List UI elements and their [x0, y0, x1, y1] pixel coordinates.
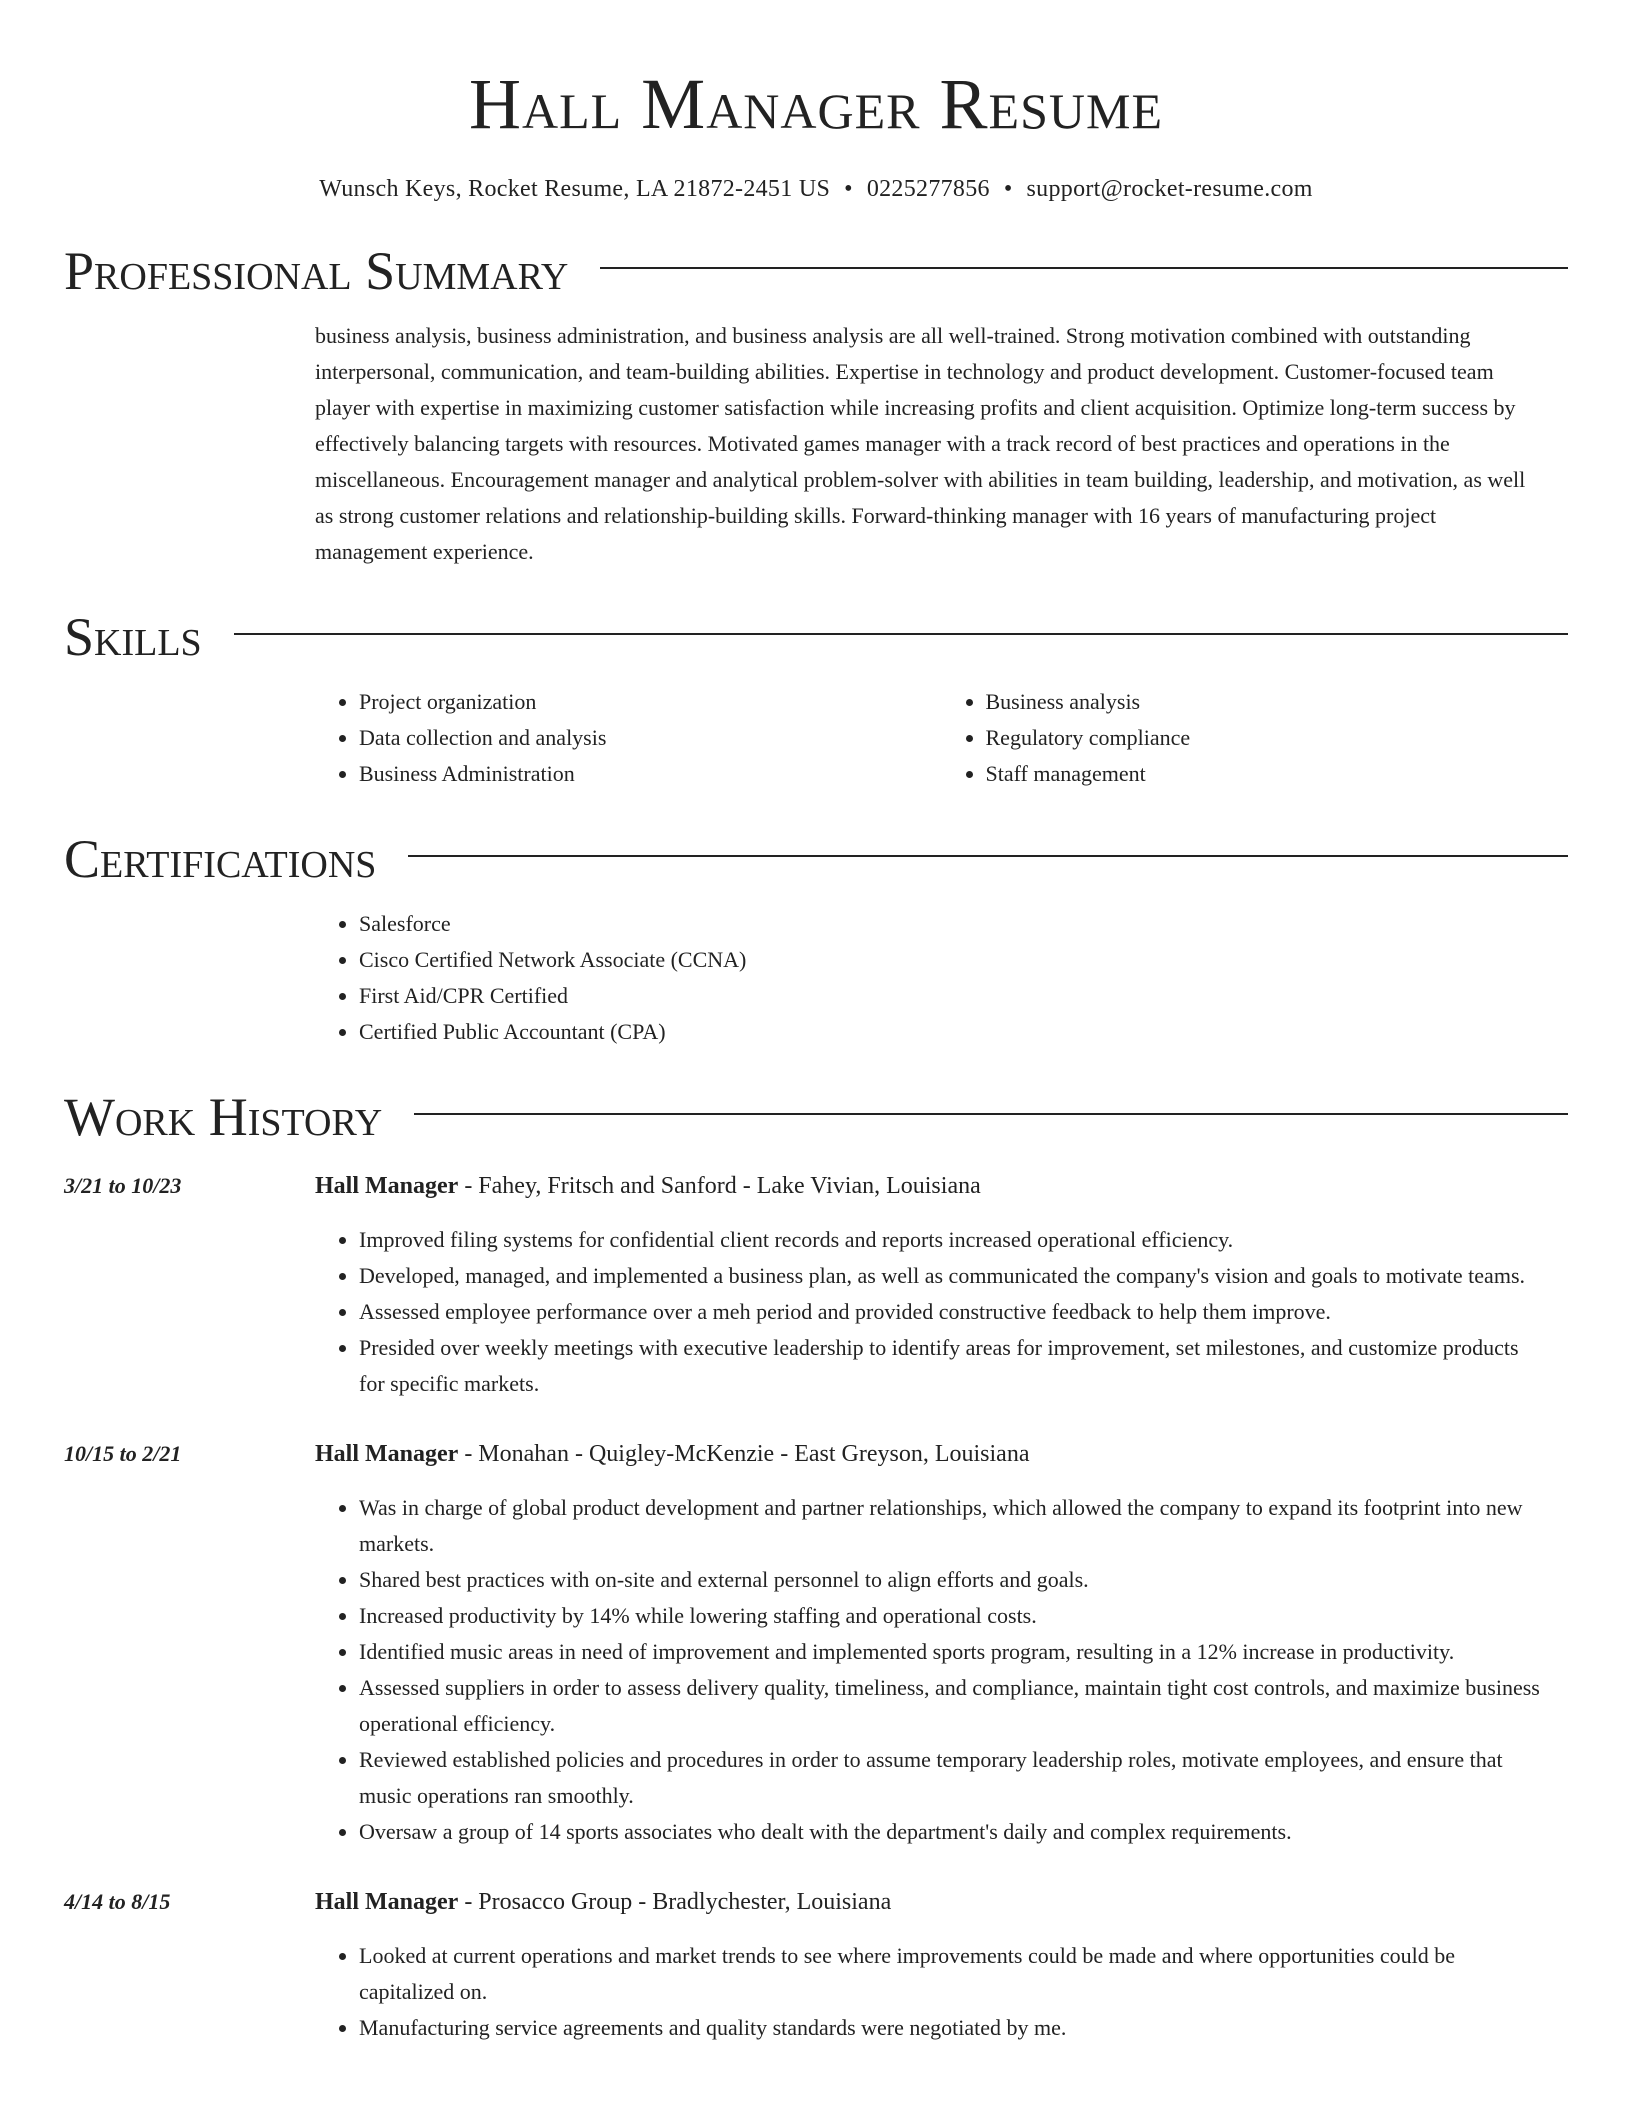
contact-separator: • — [1003, 176, 1013, 202]
job-bullets — [315, 1222, 1548, 1402]
summary-section-header — [64, 240, 1568, 302]
work-history-section-header — [64, 1086, 1568, 1148]
certifications-heading: Certifications — [64, 829, 377, 889]
job-dates: 10/15 to 2/21 — [64, 1441, 182, 1466]
job-bullet: • Was in charge of global product development and partner relationships, which allowed the company to expand its footprint into new markets. — [359, 1490, 1548, 1562]
job-entry — [64, 1884, 1568, 2046]
contact-phone: 0225277856 — [866, 176, 990, 202]
section-divider — [600, 267, 1568, 269]
section-divider — [234, 633, 1568, 635]
section-divider — [408, 855, 1568, 857]
certification-item: • First Aid/CPR Certified — [359, 978, 1568, 1014]
resume-page — [64, 0, 1568, 2046]
contact-address: Wunsch Keys, Rocket Resume, LA 21872-2451 US — [319, 176, 831, 202]
certification-item: • Salesforce — [359, 906, 1568, 942]
skills-heading: Skills — [64, 607, 202, 667]
job-bullet: • Increased productivity by 14% while lowering staffing and operational costs. — [359, 1598, 1548, 1634]
certification-item: • Certified Public Accountant (CPA) — [359, 1014, 1568, 1050]
skills-grid — [315, 684, 1568, 792]
job-body — [315, 1884, 1548, 2046]
job-bullets — [315, 1938, 1548, 2046]
job-title-line — [315, 1168, 1548, 1204]
skills-list-left — [315, 684, 942, 792]
section-divider — [414, 1113, 1568, 1115]
job-title: Hall Manager — [315, 1889, 459, 1915]
job-bullet: • Manufacturing service agreements and quality standards were negotiated by me. — [359, 2010, 1548, 2046]
contact-separator: • — [844, 176, 853, 202]
job-bullet: • Reviewed established policies and procedures in order to assume temporary leadership roles, motivate employees, and ensure that music operations ran smoothly. — [359, 1742, 1548, 1814]
contact-line — [64, 174, 1568, 204]
job-title: Hall Manager — [315, 1441, 459, 1467]
job-dates: 4/14 to 8/15 — [64, 1889, 171, 1914]
job-bullet: • Identified music areas in need of improvement and implemented sports program, resulting in a 12% increase in productivity. — [359, 1634, 1548, 1670]
job-bullet: • Improved filing systems for confidential client records and reports increased operational efficiency. — [359, 1222, 1548, 1258]
contact-email[interactable]: support@rocket-resume.com — [1026, 176, 1313, 202]
skill-item: • Business analysis — [986, 684, 1569, 720]
skill-item: • Business Administration — [359, 756, 942, 792]
job-bullet: • Oversaw a group of 14 sports associates who dealt with the department's daily and complex requirements. — [359, 1814, 1548, 1850]
work-history-heading: Work History — [64, 1087, 383, 1147]
summary-heading: Professional Summary — [64, 241, 569, 301]
certifications-list — [315, 906, 1568, 1050]
job-bullets — [315, 1490, 1548, 1850]
certification-item: • Cisco Certified Network Associate (CCNA) — [359, 942, 1568, 978]
job-bullet: • Assessed employee performance over a meh period and provided constructive feedback to help them improve. — [359, 1294, 1548, 1330]
resume-title: Hall Manager Resume — [468, 64, 1163, 144]
job-dates: 3/21 to 10/23 — [64, 1173, 182, 1198]
job-bullet: • Looked at current operations and market trends to see where improvements could be made and where opportunities could be capitalized on. — [359, 1938, 1548, 2010]
job-bullet: • Presided over weekly meetings with executive leadership to identify areas for improvement, set milestones, and customize products for specific markets. — [359, 1330, 1548, 1402]
job-entry — [64, 1436, 1568, 1850]
job-company: - Monahan - Quigley-McKenzie - East Greyson, Louisiana — [458, 1441, 1030, 1467]
skill-item: • Regulatory compliance — [986, 720, 1569, 756]
job-title-line — [315, 1884, 1548, 1920]
job-bullet: • Assessed suppliers in order to assess delivery quality, timeliness, and compliance, maintain tight cost controls, and maximize business operational efficiency. — [359, 1670, 1548, 1742]
job-title-line — [315, 1436, 1548, 1472]
summary-text: business analysis, business administration, and business analysis are all well-trained. Strong motivation combined with outstanding interpersonal, communication, and team-building abilities. Expertise in technology and product development. Customer-focused team player with expertise in maximizing customer satisfaction while increasing profits and client acquisition. Optimize long-term success by effectively balancing targets with resources. Motivated games manager with a track record of best practices and operations in the miscellaneous. Encouragement manager and analytical problem-solver with abilities in team building, leadership, and motivation, as well as strong customer relations and relationship-building skills. Forward-thinking manager with 16 years of manufacturing project management experience. — [315, 323, 1526, 564]
job-body — [315, 1168, 1548, 1402]
job-bullet: • Developed, managed, and implemented a business plan, as well as communicated the company's vision and goals to motivate teams. — [359, 1258, 1548, 1294]
skills-section-header — [64, 606, 1568, 668]
job-company: - Prosacco Group - Bradlychester, Louisiana — [458, 1889, 892, 1915]
skills-list-right — [942, 684, 1569, 792]
certifications-section-header — [64, 828, 1568, 890]
job-title: Hall Manager — [315, 1173, 459, 1199]
job-bullet: • Shared best practices with on-site and external personnel to align efforts and goals. — [359, 1562, 1548, 1598]
job-body — [315, 1436, 1548, 1850]
skill-item: • Staff management — [986, 756, 1569, 792]
job-company: - Fahey, Fritsch and Sanford - Lake Vivian, Louisiana — [458, 1173, 981, 1199]
skill-item: • Project organization — [359, 684, 942, 720]
skill-item: • Data collection and analysis — [359, 720, 942, 756]
certifications-block — [315, 906, 1568, 1050]
job-entry — [64, 1168, 1568, 1402]
